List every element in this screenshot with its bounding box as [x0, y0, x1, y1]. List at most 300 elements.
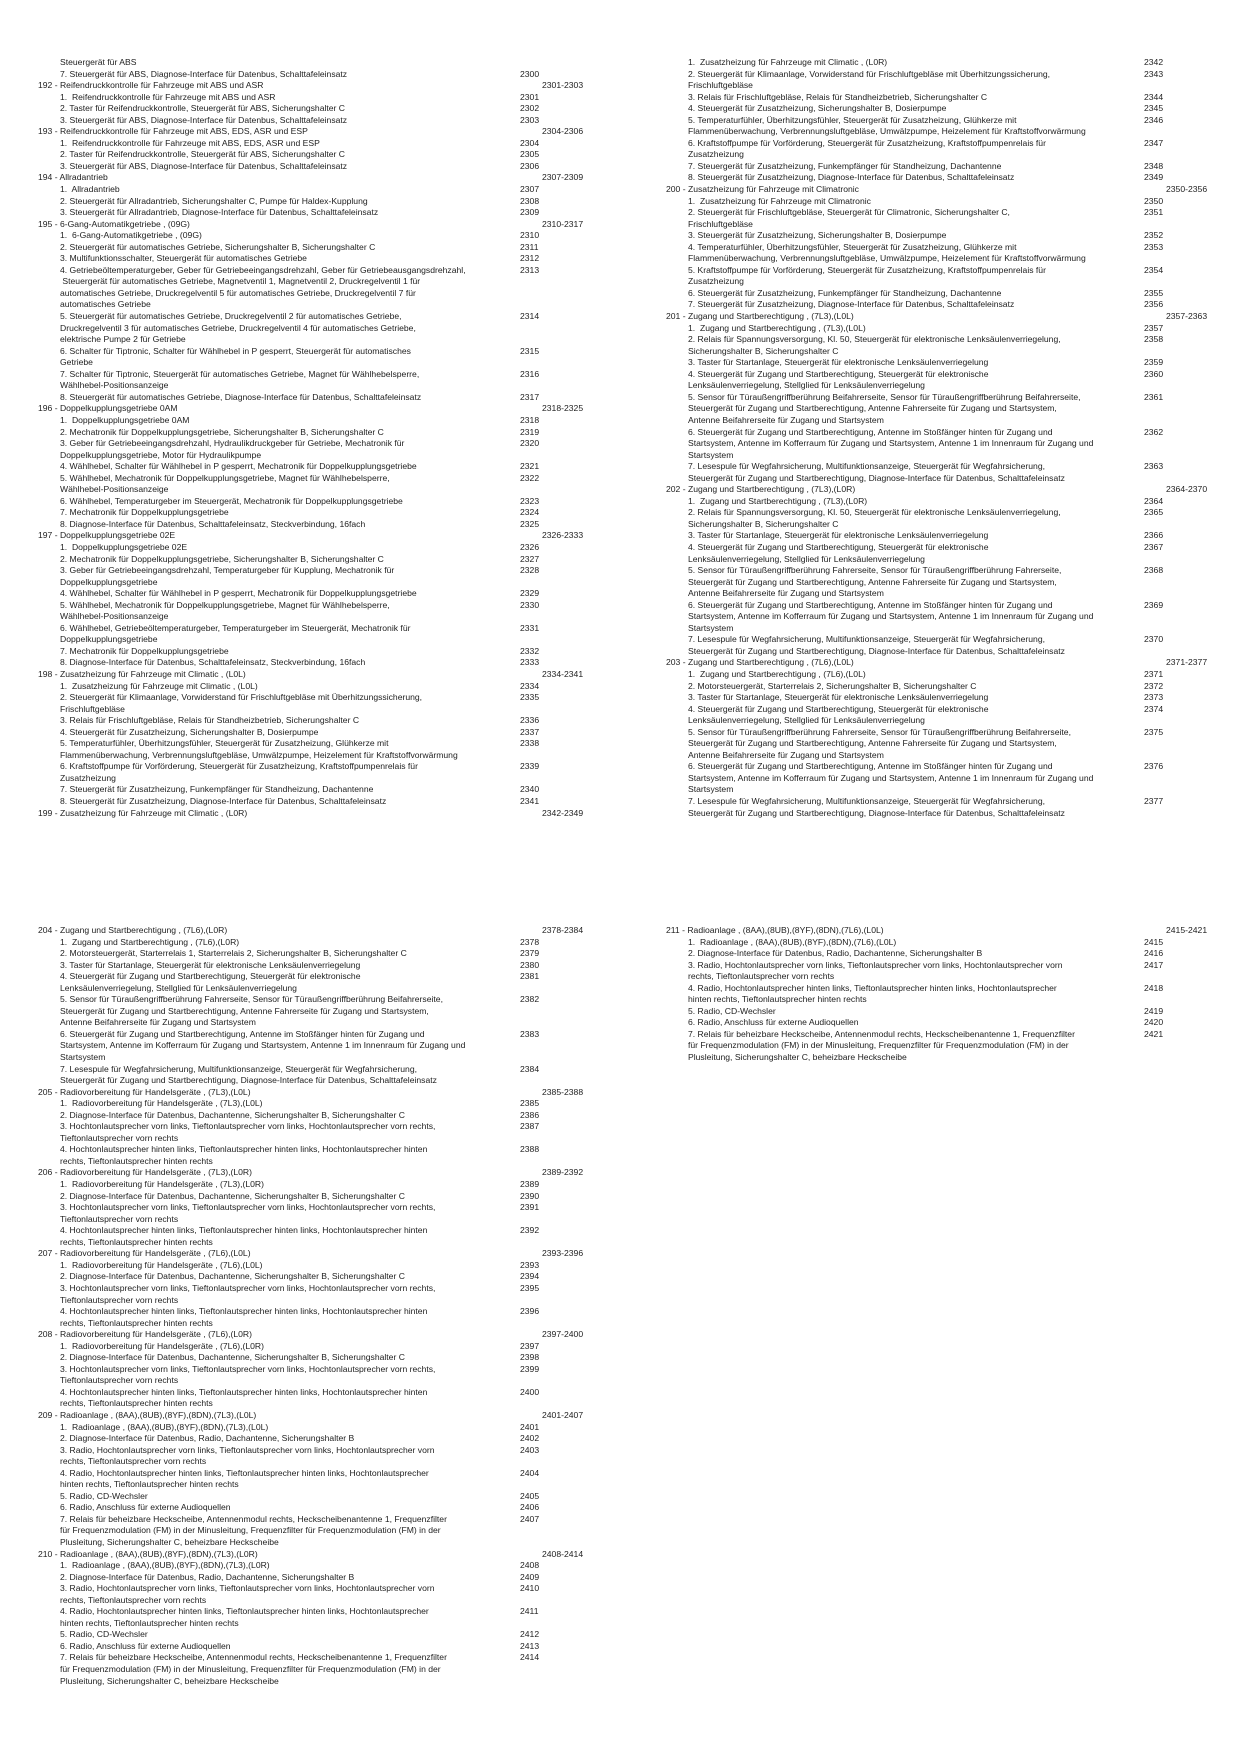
toc-page-number: 2338	[520, 738, 540, 749]
toc-entry	[38, 1110, 593, 1122]
toc-page-number: 2353	[1144, 241, 1164, 252]
toc-page-number: 2394	[520, 1271, 540, 1282]
toc-entry	[38, 253, 593, 265]
toc-page-number: 2303	[520, 114, 540, 125]
toc-page-number: 2354	[1144, 264, 1164, 275]
toc-page-number: 2340	[520, 784, 540, 795]
toc-entry-text: 6. Steuergerät für Zugang und Startberechtigung, Antenne im Stoßfänger hinten für Zugang und Startsystem, Antenne im Kofferraum für Zugang und Startsystem, Antenne 1 im Innenraum für Zugang und Startsystem	[688, 761, 1094, 795]
toc-page-number: 2330	[520, 599, 540, 610]
toc-entry	[38, 507, 593, 519]
toc-entry-text: 1. Zugang und Startberechtigung , (7L3),(L0L)	[688, 322, 866, 333]
toc-entry-text: 1. Reifendruckkontrolle für Fahrzeuge mit ABS, EDS, ASR und ESP	[60, 137, 320, 148]
toc-page-number: 2341	[520, 796, 540, 806]
toc-page-number: 2321	[520, 461, 540, 472]
toc-entry	[666, 1006, 1226, 1018]
toc-page-number: 2390	[520, 1190, 540, 1201]
toc-section-heading	[38, 1248, 593, 1260]
toc-page-number: 2408-2414	[542, 1548, 584, 1559]
toc-section-heading	[38, 1167, 593, 1179]
toc-entry-text: 1. Radiovorbereitung für Handelsgeräte , (7L6),(L0L)	[60, 1259, 263, 1270]
toc-page-number: 2372	[1144, 680, 1164, 691]
toc-page-number: 2384	[520, 1063, 540, 1074]
toc-entry-text: 3. Geber für Getriebeeingangsdrehzahl, Temperaturgeber für Kupplung, Mechatronik für Doppelkupplungsgetriebe	[60, 565, 395, 587]
toc-page-number: 2402	[520, 1433, 540, 1444]
toc-section-heading	[666, 311, 1226, 323]
toc-entry-text: 1. Doppelkupplungsgetriebe 0AM	[60, 414, 190, 425]
toc-page-number: 2398	[520, 1352, 540, 1363]
toc-entry	[38, 115, 593, 127]
toc-entry-text: 1. Zugang und Startberechtigung , (7L6),(L0R)	[60, 936, 240, 947]
toc-entry-text: 7. Lesespule für Wegfahrsicherung, Multifunktionsanzeige, Steuergerät für Wegfahrsicherung, Steuergerät für Zugang und Startberechtigung, Diagnose-Interface für Datenbus, Schalttafeleinsatz	[688, 634, 1065, 656]
toc-entry	[666, 496, 1226, 508]
toc-page-number: 2326-2333	[542, 530, 584, 541]
toc-page-number: 2350-2356	[1166, 184, 1208, 195]
toc-entry-text: 8. Steuergerät für automatisches Getriebe, Diagnose-Interface für Datenbus, Schalttafeleinsatz	[60, 391, 422, 402]
toc-entry	[38, 1144, 593, 1167]
toc-page-number: 2389-2392	[542, 1167, 584, 1178]
toc-entry	[38, 761, 593, 784]
toc-page-number: 2310-2317	[542, 218, 584, 229]
toc-entry	[38, 161, 593, 173]
toc-entry-text: 6. Radio, Anschluss für externe Audioquellen	[60, 1502, 231, 1513]
toc-page-number: 2327	[520, 553, 540, 564]
toc-page-number: 2356	[1144, 299, 1164, 310]
toc-entry	[666, 138, 1226, 161]
toc-page-number: 2304-2306	[542, 126, 584, 137]
toc-entry	[38, 1387, 593, 1410]
toc-page-number: 2392	[520, 1225, 540, 1236]
toc-entry	[38, 1225, 593, 1248]
toc-page-number: 2322	[520, 472, 540, 483]
toc-entry-text: 3. Steuergerät für Allradantrieb, Diagnose-Interface für Datenbus, Schalttafeleinsatz	[60, 207, 379, 218]
toc-entry-text: 5. Wählhebel, Mechatronik für Doppelkupplungsgetriebe, Magnet für Wählhebelsperre, Wählhebel-Positionsanzeige	[60, 472, 390, 495]
toc-entry	[38, 623, 593, 646]
toc-page-number: 2355	[1144, 287, 1164, 298]
toc-page-number: 2345	[1144, 103, 1164, 114]
toc-entry-text: 208 - Radiovorbereitung für Handelsgeräte , (7L6),(L0R)	[38, 1329, 253, 1340]
toc-entry-text: 5. Kraftstoffpumpe für Vorförderung, Steuergerät für Zusatzheizung, Kraftstoffpumpenrelais für Zusatzheizung	[688, 264, 1046, 287]
toc-entry	[38, 438, 593, 461]
toc-page-number: 2301	[520, 91, 540, 102]
toc-entry	[38, 542, 593, 554]
toc-page-number: 2371	[1144, 668, 1164, 679]
toc-entry-text: 2. Taster für Reifendruckkontrolle, Steuergerät für ABS, Sicherungshalter C	[60, 103, 346, 114]
toc-entry-text: 1. Doppelkupplungsgetriebe 02E	[60, 541, 188, 552]
toc-entry	[666, 427, 1226, 462]
toc-entry-text: 5. Sensor für Türaußengriffberührung Beifahrerseite, Sensor für Türaußengriffberührung Beifahrerseite, Steuergerät für Zugang und Startberechtigung, Antenne Fahrerseite für Zugang und Startsystem, Antenne Beifahrerseite für Zugang und Startsystem	[688, 391, 1081, 425]
toc-page-number: 2418	[1144, 982, 1164, 993]
toc-section-heading	[38, 1329, 593, 1341]
toc-entry	[38, 600, 593, 623]
toc-page-number: 2401	[520, 1421, 540, 1432]
toc-entry	[38, 1352, 593, 1364]
toc-entry-text: Steuergerät für ABS	[60, 57, 137, 67]
toc-entry-text: 3. Hochtonlautsprecher vorn links, Tieftonlautsprecher vorn links, Hochtonlautsprecher vorn rechts, Tieftonlautsprecher vorn rechts	[60, 1202, 436, 1224]
toc-entry-text: 3. Steuergerät für ABS, Diagnose-Interface für Datenbus, Schalttafeleinsatz	[60, 114, 348, 125]
toc-entry-text: 2. Relais für Spannungsversorgung, Kl. 50, Steuergerät für elektronische Lenksäulenverriegelung, Sicherungshalter B, Sicherungshalter C	[688, 507, 1061, 529]
toc-entry-text: 1. Radiovorbereitung für Handelsgeräte , (7L3),(L0R)	[60, 1179, 264, 1190]
toc-entry	[666, 357, 1226, 369]
toc-entry	[38, 1191, 593, 1203]
toc-entry-text: 7. Relais für beheizbare Heckscheibe, Antennenmodul rechts, Heckscheibenantenne 1, Frequenzfilter für Frequenzmodulation (FM) in der Minusleitung, Frequenzfilter für Frequenzmodulation (FM) in der Plusleitung, Sicherungshalter C, beheizbare Heckscheibe	[60, 1652, 447, 1686]
toc-page-number: 2376	[1144, 761, 1164, 772]
toc-entry-text: 1. Radioanlage , (8AA),(8UB),(8YF),(8DN),(7L3),(L0R)	[60, 1560, 270, 1571]
toc-page-number: 2416	[1144, 948, 1164, 959]
toc-entry-text: 5. Radio, CD-Wechsler	[60, 1629, 148, 1640]
toc-column-bottom-left	[38, 925, 593, 1687]
toc-entry-text: 6. Kraftstoffpumpe für Vorförderung, Steuergerät für Zusatzheizung, Kraftstoffpumpenrelais für Zusatzheizung	[60, 761, 418, 783]
toc-entry	[38, 715, 593, 727]
toc-entry-text: 6. Steuergerät für Zugang und Startberechtigung, Antenne im Stoßfänger hinten für Zugang und Startsystem, Antenne im Kofferraum für Zugang und Startsystem, Antenne 1 im Innenraum für Zugang und Startsystem	[688, 426, 1094, 460]
toc-entry	[38, 1029, 593, 1064]
toc-entry	[666, 92, 1226, 104]
toc-entry	[38, 519, 593, 531]
toc-entry	[38, 738, 593, 761]
toc-page-number: 2401-2407	[542, 1409, 584, 1420]
toc-entry	[666, 115, 1226, 138]
toc-entry-text: 203 - Zugang und Startberechtigung , (7L6),(L0L)	[666, 657, 854, 668]
toc-page-number: 2332	[520, 645, 540, 656]
toc-entry-text: 2. Motorsteuergerät, Starterrelais 2, Sicherungshalter B, Sicherungshalter C	[688, 680, 977, 691]
toc-entry	[38, 1064, 593, 1087]
toc-page-number: 2349	[1144, 172, 1164, 183]
toc-entry	[38, 1629, 593, 1641]
toc-entry	[666, 57, 1226, 69]
toc-page-number: 2403	[520, 1444, 540, 1455]
toc-entry	[38, 1260, 593, 1272]
toc-entry-text: 6. Steuergerät für Zugang und Startberechtigung, Antenne im Stoßfänger hinten für Zugang und Startsystem, Antenne im Kofferraum für Zugang und Startsystem, Antenne 1 im Innenraum für Zugang und Startsystem	[60, 1028, 466, 1063]
toc-page-number: 2310	[520, 230, 540, 241]
toc-entry-text: 5. Steuergerät für automatisches Getriebe, Druckregelventil 2 für automatisches Getriebe, Druckregelventil 3 für automatisches Getriebe, Druckregelventil 4 für automatisches Getriebe, elektrische Pumpe 2 für Getriebe	[60, 311, 416, 345]
toc-page-number: 2407	[520, 1513, 540, 1524]
toc-page-number: 2410	[520, 1583, 540, 1594]
toc-entry-text: 4. Wählhebel, Schalter für Wählhebel in P gesperrt, Mechatronik für Doppelkupplungsgetriebe	[60, 588, 417, 599]
toc-entry-text: 6. Schalter für Tiptronic, Schalter für Wählhebel in P gesperrt, Steuergerät für automatisches Getriebe	[60, 345, 411, 368]
toc-entry	[38, 1468, 593, 1491]
toc-page-number: 2385-2388	[542, 1086, 584, 1097]
toc-section-heading	[38, 669, 593, 681]
toc-page-number: 2328	[520, 565, 540, 576]
toc-page-number: 2359	[1144, 357, 1164, 368]
toc-entry	[38, 427, 593, 439]
toc-entry-text: 5. Temperaturfühler, Überhitzungsfühler, Steuergerät für Zusatzheizung, Glühkerze mit Flammenüberwachung, Verbrennungsluftgebläse, Umwälzpumpe, Heizelement für Kraftstoffvorwärmung	[688, 114, 1086, 137]
toc-entry-text: 4. Steuergerät für Zugang und Startberechtigung, Steuergerät für elektronische Lenksäulenverriegelung, Stellglied für Lenksäulenverriegelung	[60, 971, 361, 993]
toc-entry-text: 197 - Doppelkupplungsgetriebe 02E	[38, 530, 176, 541]
toc-entry-text: 5. Radio, CD-Wechsler	[688, 1005, 776, 1016]
toc-column-top-left	[38, 57, 593, 819]
toc-page-number: 2375	[1144, 726, 1164, 737]
toc-section-heading	[38, 925, 593, 937]
toc-entry	[666, 600, 1226, 635]
toc-page-number: 2400	[520, 1386, 540, 1397]
toc-entry	[38, 1364, 593, 1387]
toc-entry	[38, 1306, 593, 1329]
toc-section-heading	[666, 484, 1226, 496]
toc-entry-text: 2. Diagnose-Interface für Datenbus, Dachantenne, Sicherungshalter B, Sicherungshalter C	[60, 1190, 405, 1201]
toc-entry-text: 2. Diagnose-Interface für Datenbus, Dachantenne, Sicherungshalter B, Sicherungshalter C	[60, 1352, 405, 1363]
toc-page-number: 2311	[520, 241, 539, 252]
toc-entry-text: 1. Radioanlage , (8AA),(8UB),(8YF),(8DN),(7L6),(L0L)	[688, 936, 897, 947]
toc-entry-text: 2. Steuergerät für Klimaanlage, Vorwiderstand für Frischluftgebläse mit Überhitzungssicherung, Frischluftgebläse	[60, 692, 423, 714]
toc-page-number: 2389	[520, 1179, 540, 1190]
toc-entry	[38, 1652, 593, 1687]
toc-entry	[666, 565, 1226, 600]
toc-entry-text: 4. Radio, Hochtonlautsprecher hinten links, Tieftonlautsprecher hinten links, Hochtonlautsprecher hinten rechts, Tieftonlautsprecher hinten rechts	[688, 982, 1057, 1005]
toc-page-number: 2318-2325	[542, 403, 584, 414]
toc-entry-text: 2. Steuergerät für Frischluftgebläse, Steuergerät für Climatronic, Sicherungshalter C, Frischluftgebläse	[688, 207, 1010, 229]
toc-entry-text: 2. Steuergerät für automatisches Getriebe, Sicherungshalter B, Sicherungshalter C	[60, 241, 376, 252]
toc-entry-text: 4. Steuergerät für Zusatzheizung, Sicherungshalter B, Dosierpumpe	[60, 726, 319, 737]
toc-entry-text: 195 - 6-Gang-Automatikgetriebe , (09G)	[38, 218, 190, 229]
toc-entry	[666, 937, 1226, 949]
toc-entry-text: 3. Geber für Getriebeeingangsdrehzahl, Hydraulikdruckgeber für Getriebe, Mechatronik für Doppelkupplungsgetriebe, Motor für Hydraulikpumpe	[60, 438, 405, 460]
toc-page-number: 2320	[520, 438, 540, 449]
toc-entry	[666, 530, 1226, 542]
toc-section-heading	[38, 1410, 593, 1422]
toc-page-number: 2378-2384	[542, 925, 584, 935]
toc-page-number: 2337	[520, 726, 540, 737]
toc-page-number: 2334	[520, 680, 540, 691]
toc-entry	[38, 1641, 593, 1653]
toc-entry-text: 1. Reifendruckkontrolle für Fahrzeuge mit ABS und ASR	[60, 91, 276, 102]
toc-page-number: 2331	[520, 622, 540, 633]
toc-entry-text: 2. Steuergerät für Klimaanlage, Vorwiderstand für Frischluftgebläse mit Überhitzungssicherung, Frischluftgebläse	[688, 68, 1051, 91]
toc-entry-text: 2. Mechatronik für Doppelkupplungsgetriebe, Sicherungshalter B, Sicherungshalter C	[60, 426, 384, 437]
toc-page-number: 2326	[520, 541, 540, 552]
toc-page-number: 2361	[1144, 391, 1164, 402]
toc-page-number: 2377	[1144, 796, 1164, 806]
toc-page-number: 2408	[520, 1560, 540, 1571]
toc-entry	[666, 288, 1226, 300]
toc-page-number: 2397-2400	[542, 1329, 584, 1340]
toc-entry-text: 7. Relais für beheizbare Heckscheibe, Antennenmodul rechts, Heckscheibenantenne 1, Frequenzfilter für Frequenzmodulation (FM) in der Minusleitung, Frequenzfilter für Frequenzmodulation (FM) in der Plusleitung, Sicherungshalter C, beheizbare Heckscheibe	[60, 1513, 447, 1547]
toc-page-number: 2350	[1144, 195, 1164, 206]
toc-entry-text: 6. Radio, Anschluss für externe Audioquellen	[60, 1640, 231, 1651]
toc-entry-text: 2. Relais für Spannungsversorgung, Kl. 50, Steuergerät für elektronische Lenksäulenverriegelung, Sicherungshalter B, Sicherungshalter C	[688, 334, 1061, 356]
toc-page-number: 2367	[1144, 541, 1164, 552]
toc-entry	[666, 692, 1226, 704]
toc-entry	[38, 971, 593, 994]
toc-entry	[38, 230, 593, 242]
toc-entry-text: 3. Steuergerät für Zusatzheizung, Sicherungshalter B, Dosierpumpe	[688, 230, 947, 241]
toc-entry-text: 5. Sensor für Türaußengriffberührung Fahrerseite, Sensor für Türaußengriffberührung Fahrerseite, Steuergerät für Zugang und Startberechtigung, Antenne Fahrerseite für Zugang und Startsystem, Antenne Beifahrerseite für Zugang und Startsystem	[688, 565, 1062, 599]
toc-entry-text: 2. Taster für Reifendruckkontrolle, Steuergerät für ABS, Sicherungshalter C	[60, 149, 346, 160]
toc-entry-text: 7. Lesespule für Wegfahrsicherung, Multifunktionsanzeige, Steuergerät für Wegfahrsicherung, Steuergerät für Zugang und Startberechtigung, Diagnose-Interface für Datenbus, Schalttafeleinsatz	[688, 796, 1065, 818]
toc-entry	[38, 1572, 593, 1584]
toc-page-number: 2420	[1144, 1017, 1164, 1028]
toc-page-number: 2374	[1144, 703, 1164, 714]
toc-entry-text: 7. Mechatronik für Doppelkupplungsgetriebe	[60, 507, 229, 518]
toc-page-number: 2364	[1144, 495, 1164, 506]
toc-entry	[666, 69, 1226, 92]
toc-entry-text: 2. Diagnose-Interface für Datenbus, Radio, Dachantenne, Sicherungshalter B	[688, 948, 983, 959]
toc-entry-text: 193 - Reifendruckkontrolle für Fahrzeuge mit ABS, EDS, ASR und ESP	[38, 126, 308, 137]
toc-entry-text: 3. Relais für Frischluftgebläse, Relais für Standheizbetrieb, Sicherungshalter C	[688, 91, 988, 102]
toc-page-number: 2373	[1144, 692, 1164, 703]
toc-entry	[666, 634, 1226, 657]
toc-section-heading	[38, 808, 593, 820]
toc-entry-text: 6. Steuergerät für Zugang und Startberechtigung, Antenne im Stoßfänger hinten für Zugang und Startsystem, Antenne im Kofferraum für Zugang und Startsystem, Antenne 1 im Innenraum für Zugang und Startsystem	[688, 599, 1094, 633]
toc-page-number: 2358	[1144, 334, 1164, 345]
toc-entry	[666, 230, 1226, 242]
toc-entry-text: 192 - Reifendruckkontrolle für Fahrzeuge mit ABS und ASR	[38, 80, 264, 91]
toc-entry	[38, 415, 593, 427]
toc-page-number: 2379	[520, 948, 540, 959]
toc-entry-text: 4. Hochtonlautsprecher hinten links, Tieftonlautsprecher hinten links, Hochtonlautsprecher hinten rechts, Tieftonlautsprecher hinten rechts	[60, 1386, 428, 1409]
toc-section-heading	[38, 1549, 593, 1561]
toc-entry-text: 7. Steuergerät für Zusatzheizung, Funkempfänger für Standheizung, Dachantenne	[60, 784, 374, 795]
toc-entry-text: 4. Wählhebel, Schalter für Wählhebel in P gesperrt, Mechatronik für Doppelkupplungsgetriebe	[60, 461, 417, 472]
toc-page-number: 2396	[520, 1306, 540, 1317]
toc-page-number: 2365	[1144, 507, 1164, 518]
toc-entry	[666, 669, 1226, 681]
toc-entry-text: 211 - Radioanlage , (8AA),(8UB),(8YF),(8DN),(7L6),(L0L)	[666, 925, 884, 935]
toc-entry	[38, 727, 593, 739]
toc-entry-text: 1. 6-Gang-Automatikgetriebe , (09G)	[60, 230, 202, 241]
toc-entry-text: 8. Diagnose-Interface für Datenbus, Schalttafeleinsatz, Steckverbindung, 16fach	[60, 518, 366, 529]
toc-entry-text: 6. Kraftstoffpumpe für Vorförderung, Steuergerät für Zusatzheizung, Kraftstoffpumpenrelais für Zusatzheizung	[688, 137, 1046, 160]
toc-entry	[38, 69, 593, 81]
toc-entry-text: 3. Radio, Hochtonlautsprecher vorn links, Tieftonlautsprecher vorn links, Hochtonlautsprecher vorn rechts, Tieftonlautsprecher vorn rechts	[60, 1583, 435, 1605]
toc-page-number: 2412	[520, 1629, 540, 1640]
toc-entry-text: 2. Motorsteuergerät, Starterrelais 1, Starterrelais 2, Sicherungshalter B, Sicherungshalter C	[60, 948, 407, 959]
toc-entry-text: 202 - Zugang und Startberechtigung , (7L3),(L0R)	[666, 484, 856, 495]
toc-entry	[38, 1502, 593, 1514]
toc-entry-text: 4. Steuergerät für Zugang und Startberechtigung, Steuergerät für elektronische Lenksäulenverriegelung, Stellglied für Lenksäulenverriegelung	[688, 368, 989, 391]
toc-entry	[38, 242, 593, 254]
toc-entry	[38, 948, 593, 960]
toc-entry	[38, 1433, 593, 1445]
toc-entry-text: 3. Radio, Hochtonlautsprecher vorn links, Tieftonlautsprecher vorn links, Hochtonlautsprecher vorn rechts, Tieftonlautsprecher vorn rechts	[688, 959, 1063, 982]
toc-column-bottom-right	[666, 925, 1226, 1064]
toc-entry-text: 7. Steuergerät für Zusatzheizung, Diagnose-Interface für Datenbus, Schalttafeleinsatz	[688, 299, 1015, 310]
toc-entry-text: 7. Relais für beheizbare Heckscheibe, Antennenmodul rechts, Heckscheibenantenne 1, Frequenzfilter für Frequenzmodulation (FM) in der Minusleitung, Frequenzfilter für Frequenzmodulation (FM) in der Plusleitung, Sicherungshalter C, beheizbare Heckscheibe	[688, 1028, 1075, 1063]
toc-entry-text: 198 - Zusatzheizung für Fahrzeuge mit Climatic , (L0L)	[38, 668, 246, 679]
toc-entry-text: 4. Getriebeöltemperaturgeber, Geber für Getriebeeingangsdrehzahl, Geber für Getriebeausgangsdrehzahl, Steuergerät für automatisches Getriebe, Magnetventil 1, Magnetventil 2, Druckregelventil 1 für automatisches Getriebe, Druckregelventil 5 für automatisches Getriebe, Druckregelventil 7 für automatisches Getriebe	[60, 264, 466, 310]
toc-section-heading	[38, 80, 593, 92]
toc-entry	[666, 323, 1226, 335]
toc-entry-text: 8. Diagnose-Interface für Datenbus, Schalttafeleinsatz, Steckverbindung, 16fach	[60, 657, 366, 668]
toc-entry-text: 3. Taster für Startanlage, Steuergerät für elektronische Lenksäulenverriegelung	[688, 357, 989, 368]
toc-entry	[666, 334, 1226, 357]
toc-entry	[666, 196, 1226, 208]
toc-entry	[38, 92, 593, 104]
toc-page-number: 2347	[1144, 137, 1164, 148]
toc-entry	[666, 392, 1226, 427]
toc-entry-text: 5. Radio, CD-Wechsler	[60, 1490, 148, 1501]
toc-page-number: 2309	[520, 207, 540, 218]
toc-entry	[38, 496, 593, 508]
toc-section-heading	[38, 403, 593, 415]
toc-entry-text: 7. Steuergerät für Zusatzheizung, Funkempfänger für Standheizung, Dachantenne	[688, 160, 1002, 171]
toc-entry-text: 5. Wählhebel, Mechatronik für Doppelkupplungsgetriebe, Magnet für Wählhebelsperre, Wählhebel-Positionsanzeige	[60, 599, 390, 622]
toc-section-heading	[666, 184, 1226, 196]
toc-entry-text: 4. Hochtonlautsprecher hinten links, Tieftonlautsprecher hinten links, Hochtonlautsprecher hinten rechts, Tieftonlautsprecher hinten rechts	[60, 1225, 428, 1247]
toc-entry	[38, 1491, 593, 1503]
toc-page-number: 2344	[1144, 91, 1164, 102]
toc-page-number: 2306	[520, 160, 540, 171]
toc-page-number: 2382	[520, 994, 540, 1005]
toc-entry-text: 209 - Radioanlage , (8AA),(8UB),(8YF),(8DN),(7L3),(L0L)	[38, 1409, 257, 1420]
toc-entry-text: 1. Allradantrieb	[60, 184, 120, 195]
toc-entry-text: 3. Taster für Startanlage, Steuergerät für elektronische Lenksäulenverriegelung	[688, 530, 989, 541]
toc-entry	[38, 392, 593, 404]
toc-entry	[38, 1121, 593, 1144]
toc-page-number: 2397	[520, 1340, 540, 1351]
toc-page-number: 2333	[520, 657, 540, 668]
toc-entry-text: 6. Radio, Anschluss für externe Audioquellen	[688, 1017, 859, 1028]
toc-entry-text: 1. Zusatzheizung für Fahrzeuge mit Climatic , (L0R)	[688, 57, 888, 67]
toc-page-number: 2319	[520, 426, 540, 437]
toc-page-number: 2417	[1144, 959, 1164, 970]
toc-page-number: 2404	[520, 1467, 540, 1478]
toc-page-number: 2312	[520, 253, 540, 264]
toc-entry	[38, 960, 593, 972]
toc-page-number: 2302	[520, 103, 540, 114]
toc-page-number: 2343	[1144, 68, 1164, 79]
toc-entry	[666, 681, 1226, 693]
toc-entry	[666, 983, 1226, 1006]
toc-entry	[666, 704, 1226, 727]
toc-page-number: 2368	[1144, 565, 1164, 576]
toc-entry-text: 194 - Allradantrieb	[38, 172, 108, 183]
toc-entry	[666, 761, 1226, 796]
toc-page-number: 2362	[1144, 426, 1164, 437]
toc-entry	[38, 207, 593, 219]
toc-section-heading	[38, 1087, 593, 1099]
toc-entry-text: 1. Zusatzheizung für Fahrzeuge mit Climatic , (L0L)	[60, 680, 258, 691]
toc-page-number: 2315	[520, 345, 540, 356]
toc-entry-text: 4. Hochtonlautsprecher hinten links, Tieftonlautsprecher hinten links, Hochtonlautsprecher hinten rechts, Tieftonlautsprecher hinten rechts	[60, 1306, 428, 1328]
toc-page-number: 2387	[520, 1121, 540, 1132]
toc-page-number: 2305	[520, 149, 540, 160]
toc-entry	[38, 1271, 593, 1283]
toc-entry-text: 8. Steuergerät für Zusatzheizung, Diagnose-Interface für Datenbus, Schalttafeleinsatz	[60, 796, 387, 806]
toc-entry-text: 1. Radiovorbereitung für Handelsgeräte , (7L3),(L0L)	[60, 1098, 263, 1109]
toc-section-heading	[38, 126, 593, 138]
toc-page-number: 2393-2396	[542, 1248, 584, 1259]
toc-page-number: 2325	[520, 518, 540, 529]
toc-page-number: 2300	[520, 68, 540, 79]
toc-page-number: 2348	[1144, 160, 1164, 171]
toc-page-number: 2336	[520, 715, 540, 726]
toc-entry-text: 7. Mechatronik für Doppelkupplungsgetriebe	[60, 645, 229, 656]
toc-entry-text: 6. Wählhebel, Temperaturgeber im Steuergerät, Mechatronik für Doppelkupplungsgetriebe	[60, 495, 403, 506]
toc-column-top-right	[666, 57, 1226, 819]
toc-entry	[38, 1606, 593, 1629]
toc-page-number: 2342-2349	[542, 807, 584, 818]
toc-entry	[666, 172, 1226, 184]
toc-entry-text: 3. Radio, Hochtonlautsprecher vorn links, Tieftonlautsprecher vorn links, Hochtonlautsprecher vorn rechts, Tieftonlautsprecher vorn rechts	[60, 1444, 435, 1467]
toc-section-heading	[666, 925, 1226, 937]
toc-page-number: 2314	[520, 311, 540, 322]
toc-page-number: 2415	[1144, 936, 1164, 947]
toc-page-number: 2383	[520, 1028, 540, 1039]
toc-entry-text: 6. Wählhebel, Getriebeöltemperaturgeber, Temperaturgeber im Steuergerät, Mechatronik für Doppelkupplungsgetriebe	[60, 622, 411, 645]
toc-page-number: 2405	[520, 1490, 540, 1501]
toc-entry	[666, 265, 1226, 288]
toc-entry	[38, 1422, 593, 1434]
toc-entry-text: 4. Radio, Hochtonlautsprecher hinten links, Tieftonlautsprecher hinten links, Hochtonlautsprecher hinten rechts, Tieftonlautsprecher hinten rechts	[60, 1467, 429, 1490]
toc-entry	[38, 265, 593, 311]
toc-entry	[666, 948, 1226, 960]
toc-page-number: 2409	[520, 1571, 540, 1582]
toc-page-number: 2415-2421	[1166, 925, 1208, 935]
toc-entry	[38, 1202, 593, 1225]
toc-entry	[38, 103, 593, 115]
toc-entry	[38, 565, 593, 588]
toc-entry	[38, 369, 593, 392]
